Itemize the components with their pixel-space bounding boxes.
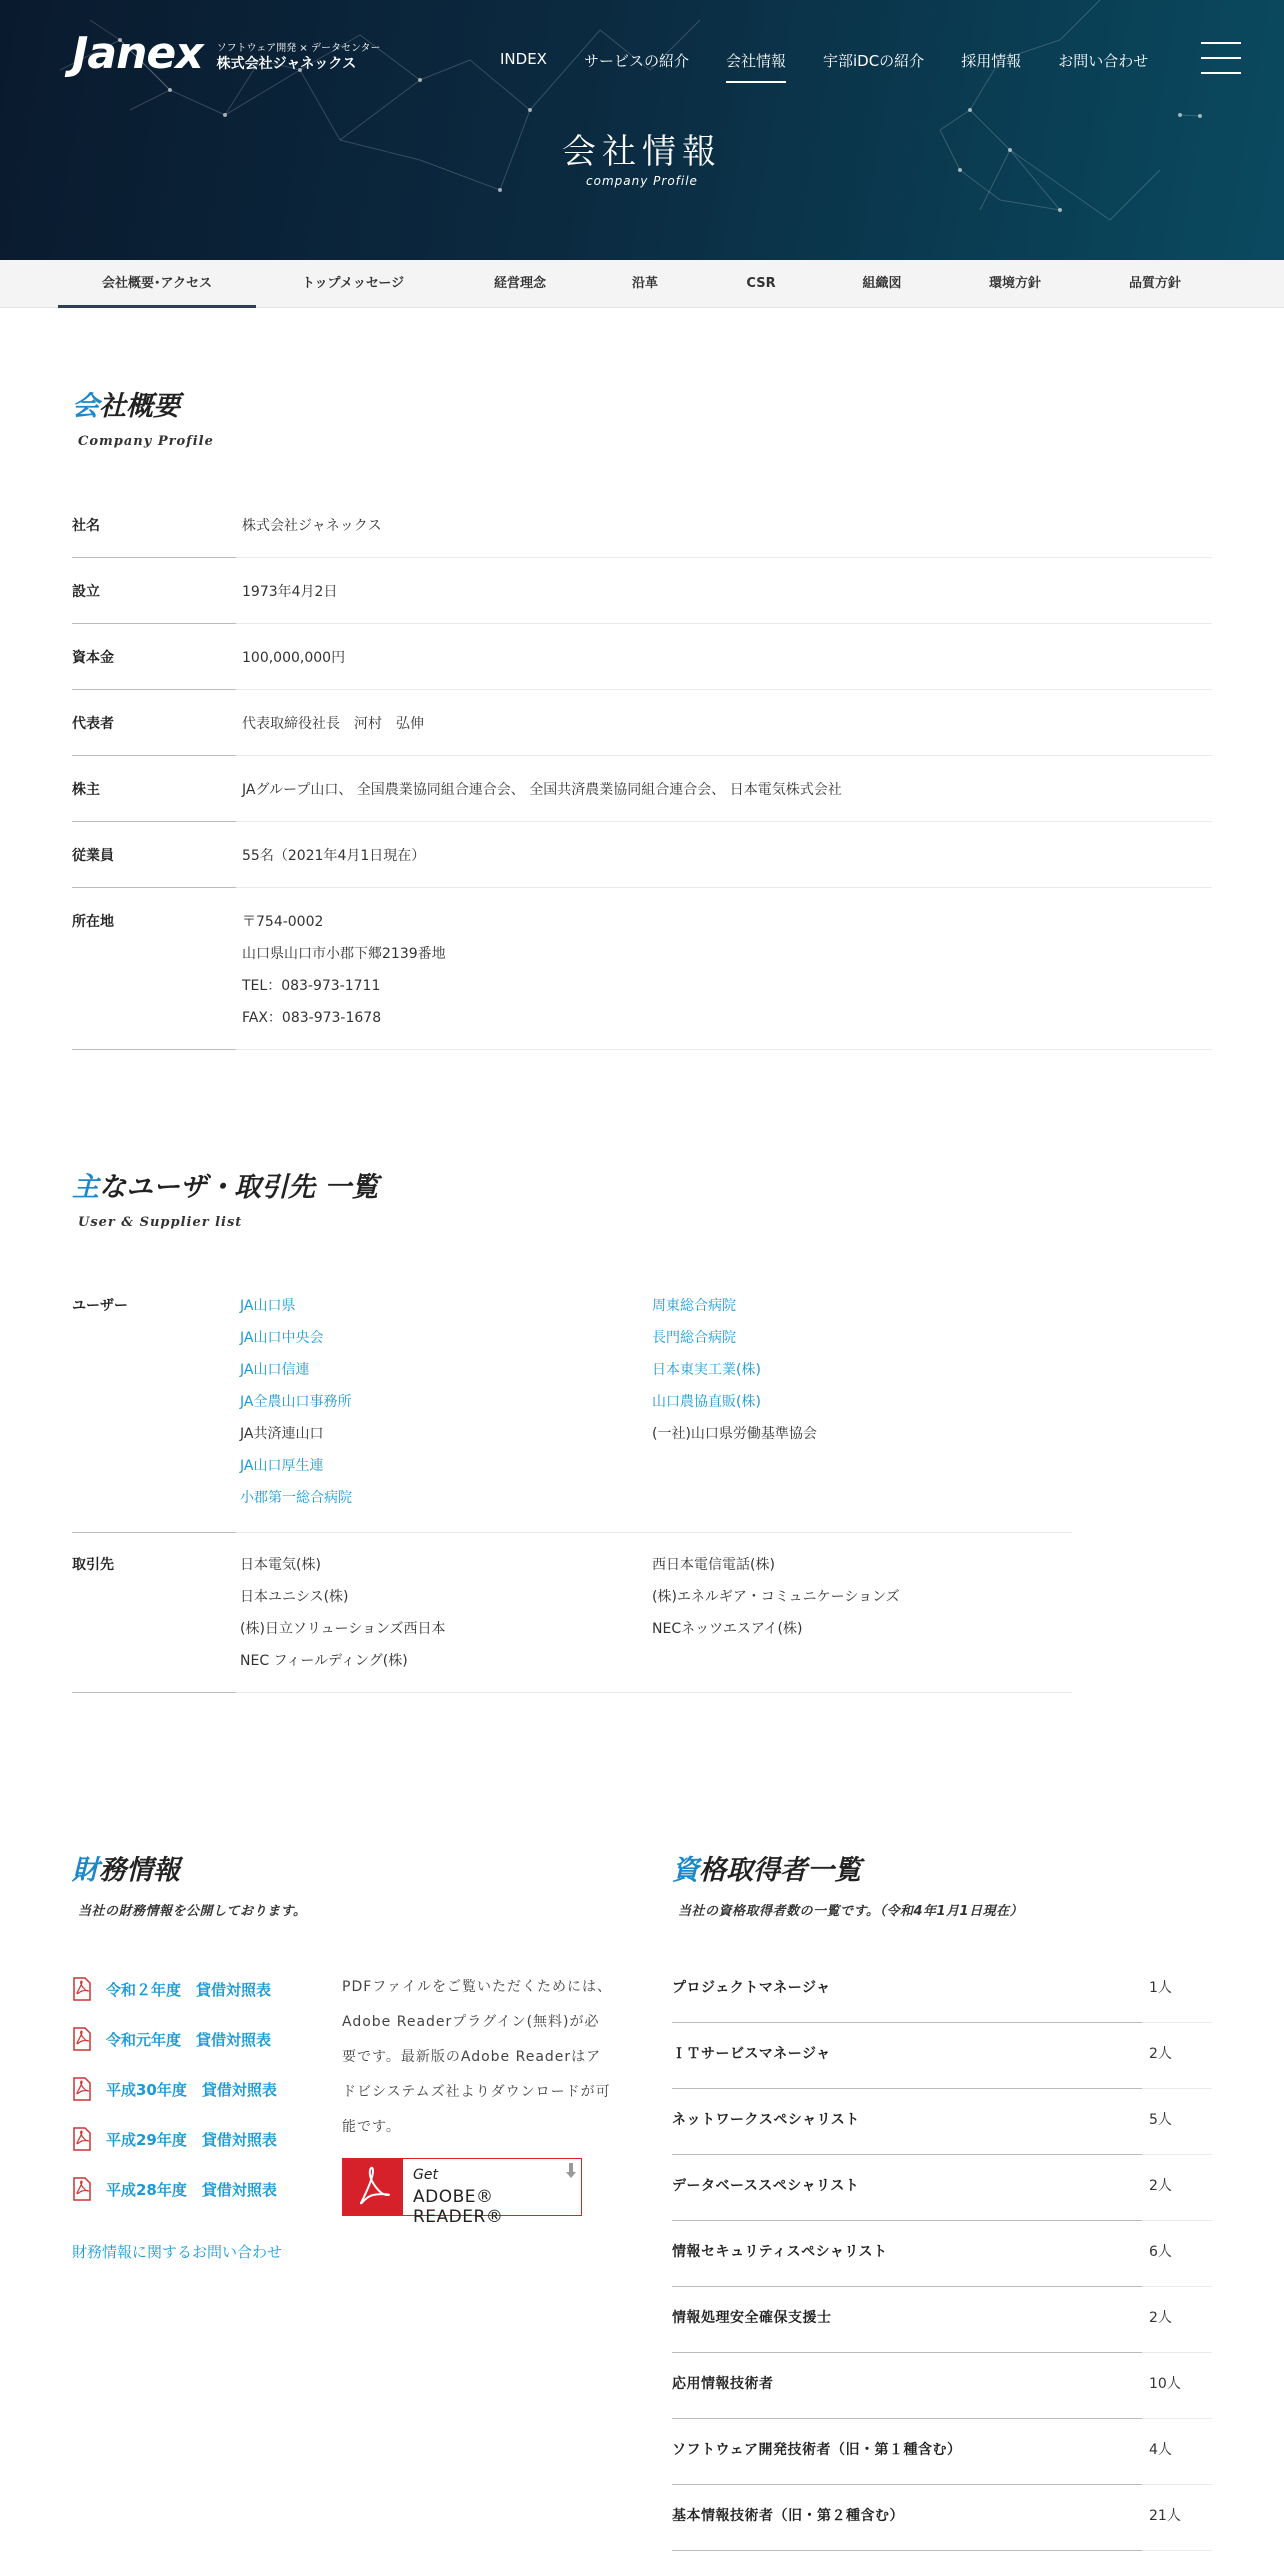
subnav-top-message[interactable]: トップメッセージ (301, 276, 405, 291)
supplier-item: 日本電気(株) (240, 1557, 321, 1573)
finance-pdf-link[interactable]: 平成28年度 貸借対照表 (72, 2176, 277, 2202)
profile-row-shareholders: 株主 JAグループ山口、 全国農業協同組合連合会、 全国共済農業協同組合連合会、 日本電気株式会社 (72, 774, 1212, 822)
qualification-row: ソフトウェア開発技術者（旧・第１種含む） 4人 (672, 2419, 1212, 2485)
nav-company[interactable]: 会社情報 (725, 52, 786, 70)
hero-header (0, 0, 1284, 260)
profile-row-name: 社名 株式会社ジャネックス (72, 510, 1212, 558)
users-row (72, 1290, 1072, 1533)
adobe-get-label: Get (413, 2167, 438, 2183)
pdf-icon (72, 2027, 92, 2051)
users-list-left (240, 1290, 352, 1514)
profile-row-address: 所在地 〒754-0002 山口県山口市小郡下郷2139番地 TEL：083-973-1711 FAX：083-973-1678 (72, 906, 1212, 1050)
download-arrow-icon (565, 2163, 577, 2179)
user-text: (一社)山口県労働基準協会 (652, 1426, 817, 1442)
page-title (0, 132, 1284, 188)
company-profile-subheading: Company Profile (78, 434, 214, 449)
supplier-item: 西日本電信電話(株) (652, 1557, 775, 1573)
company-profile-heading: 会社概要 (72, 391, 180, 422)
subnav-overview-access[interactable]: 会社概要･アクセス (58, 260, 256, 308)
suppliers-row (72, 1549, 1072, 1693)
pdf-icon (72, 1977, 92, 2001)
pdf-icon (72, 2077, 92, 2101)
address-tel: TEL：083-973-1711 (242, 978, 381, 994)
profile-row-employees: 従業員 55名（2021年4月1日現在） (72, 840, 1212, 888)
user-link[interactable]: JA山口信連 (240, 1362, 310, 1378)
nav-contact[interactable]: お問い合わせ (1058, 52, 1149, 70)
pdf-reader-note: PDFファイルをご覧いただくためには、Adobe Readerプラグイン(無料)が必要です。最新版のAdobe Readerはアドビシステムズ社よりダウンロードが可能です。 (342, 1979, 612, 2135)
supplier-item: NEC フィールディング(株) (240, 1653, 408, 1669)
subnav-quality-policy[interactable]: 品質方針 (1128, 276, 1181, 291)
address-street: 山口県山口市小郡下郷2139番地 (242, 946, 446, 962)
global-nav (500, 50, 1185, 71)
user-link[interactable]: JA山口中央会 (240, 1330, 324, 1346)
supplier-item: (株)エネルギア・コミュニケーションズ (652, 1589, 900, 1605)
qualification-row: ＩＴサービスマネージャ 2人 (672, 2023, 1212, 2089)
user-link[interactable]: 小郡第一総合病院 (240, 1490, 352, 1506)
company-logo[interactable] (72, 30, 381, 78)
qualification-row: 情報セキュリティスペシャリスト 6人 (672, 2221, 1212, 2287)
page-title-en: company Profile (586, 174, 698, 188)
hamburger-menu-icon[interactable] (1201, 40, 1241, 76)
nav-recruit[interactable]: 採用情報 (961, 52, 1022, 70)
get-adobe-reader-button[interactable] (342, 2158, 582, 2227)
user-link[interactable]: 山口農協直販(株) (652, 1394, 761, 1410)
subnav-philosophy[interactable]: 経営理念 (493, 276, 546, 291)
nav-index[interactable]: INDEX (500, 50, 547, 68)
finance-pdf-link[interactable]: 令和２年度 貸借対照表 (72, 1976, 271, 2002)
qualification-row: ネットワークスペシャリスト 5人 (672, 2089, 1212, 2155)
finance-heading: 財務情報 (72, 1855, 180, 1886)
suppliers-list-right (652, 1549, 900, 1645)
logo-tagline: ソフトウェア開発 × データセンター (216, 43, 381, 54)
company-subnav (0, 260, 1284, 308)
finance-subheading: 当社の財務情報を公開しております。 (78, 1904, 307, 1919)
nav-ube-idc[interactable]: 宇部iDCの紹介 (822, 52, 925, 70)
suppliers-list-left (240, 1549, 446, 1677)
qualifications-subheading: 当社の資格取得者数の一覧です。（令和4年1月1日現在） (678, 1904, 1024, 1919)
finance-pdf-link[interactable]: 平成30年度 貸借対照表 (72, 2076, 277, 2102)
subnav-history[interactable]: 沿革 (631, 276, 658, 291)
finance-contact-link[interactable]: 財務情報に関するお問い合わせ (72, 2243, 283, 2261)
user-link[interactable]: JA山口県 (240, 1298, 296, 1314)
profile-row-capital: 資本金 100,000,000円 (72, 642, 1212, 690)
profile-row-representative: 代表者 代表取締役社長 河村 弘伸 (72, 708, 1212, 756)
qualification-row: 情報処理安全確保支援士 2人 (672, 2287, 1212, 2353)
qualification-row: プロジェクトマネージャ 1人 (672, 1957, 1212, 2023)
clients-subheading: User & Supplier list (78, 1215, 243, 1230)
user-link[interactable]: 日本東実工業(株) (652, 1362, 761, 1378)
user-link[interactable]: JA山口厚生連 (240, 1458, 324, 1474)
qualifications-heading: 資格取得者一覧 (672, 1855, 861, 1886)
finance-pdf-link[interactable]: 平成29年度 貸借対照表 (72, 2126, 277, 2152)
users-label: ユーザー (72, 1298, 128, 1314)
nav-services[interactable]: サービスの紹介 (583, 52, 689, 70)
finance-pdf-link[interactable]: 令和元年度 貸借対照表 (72, 2026, 271, 2052)
pdf-icon (72, 2127, 92, 2151)
clients-heading: 主なユーザ・取引先 一覧 (72, 1172, 379, 1203)
suppliers-label: 取引先 (72, 1557, 114, 1573)
subnav-environment-policy[interactable]: 環境方針 (988, 276, 1041, 291)
qualification-row: 基本情報技術者（旧・第２種含む） 21人 (672, 2485, 1212, 2551)
qualification-row: 応用情報技術者 10人 (672, 2353, 1212, 2419)
users-list-right (652, 1290, 817, 1450)
page-title-jp: 会社情報 (562, 132, 722, 172)
adobe-logo-icon (343, 2159, 403, 2215)
subnav-csr[interactable]: CSR (746, 276, 776, 291)
qualification-row: データベーススペシャリスト 2人 (672, 2155, 1212, 2221)
logo-wordmark: Janex (72, 28, 203, 79)
address-postal: 〒754-0002 (242, 914, 324, 930)
logo-company-name: 株式会社ジャネックス (216, 56, 357, 72)
supplier-item: (株)日立ソリューションズ西日本 (240, 1621, 446, 1637)
user-text: JA共済連山口 (240, 1426, 324, 1442)
subnav-org-chart[interactable]: 組織図 (862, 276, 902, 291)
pdf-icon (72, 2177, 92, 2201)
address-fax: FAX：083-973-1678 (242, 1010, 382, 1026)
user-link[interactable]: 長門総合病院 (652, 1330, 736, 1346)
profile-row-founded: 設立 1973年4月2日 (72, 576, 1212, 624)
supplier-item: NECネッツエスアイ(株) (652, 1621, 803, 1637)
supplier-item: 日本ユニシス(株) (240, 1589, 349, 1605)
adobe-reader-label: ADOBE® READER® (413, 2187, 504, 2227)
user-link[interactable]: JA全農山口事務所 (240, 1394, 352, 1410)
user-link[interactable]: 周東総合病院 (652, 1298, 736, 1314)
